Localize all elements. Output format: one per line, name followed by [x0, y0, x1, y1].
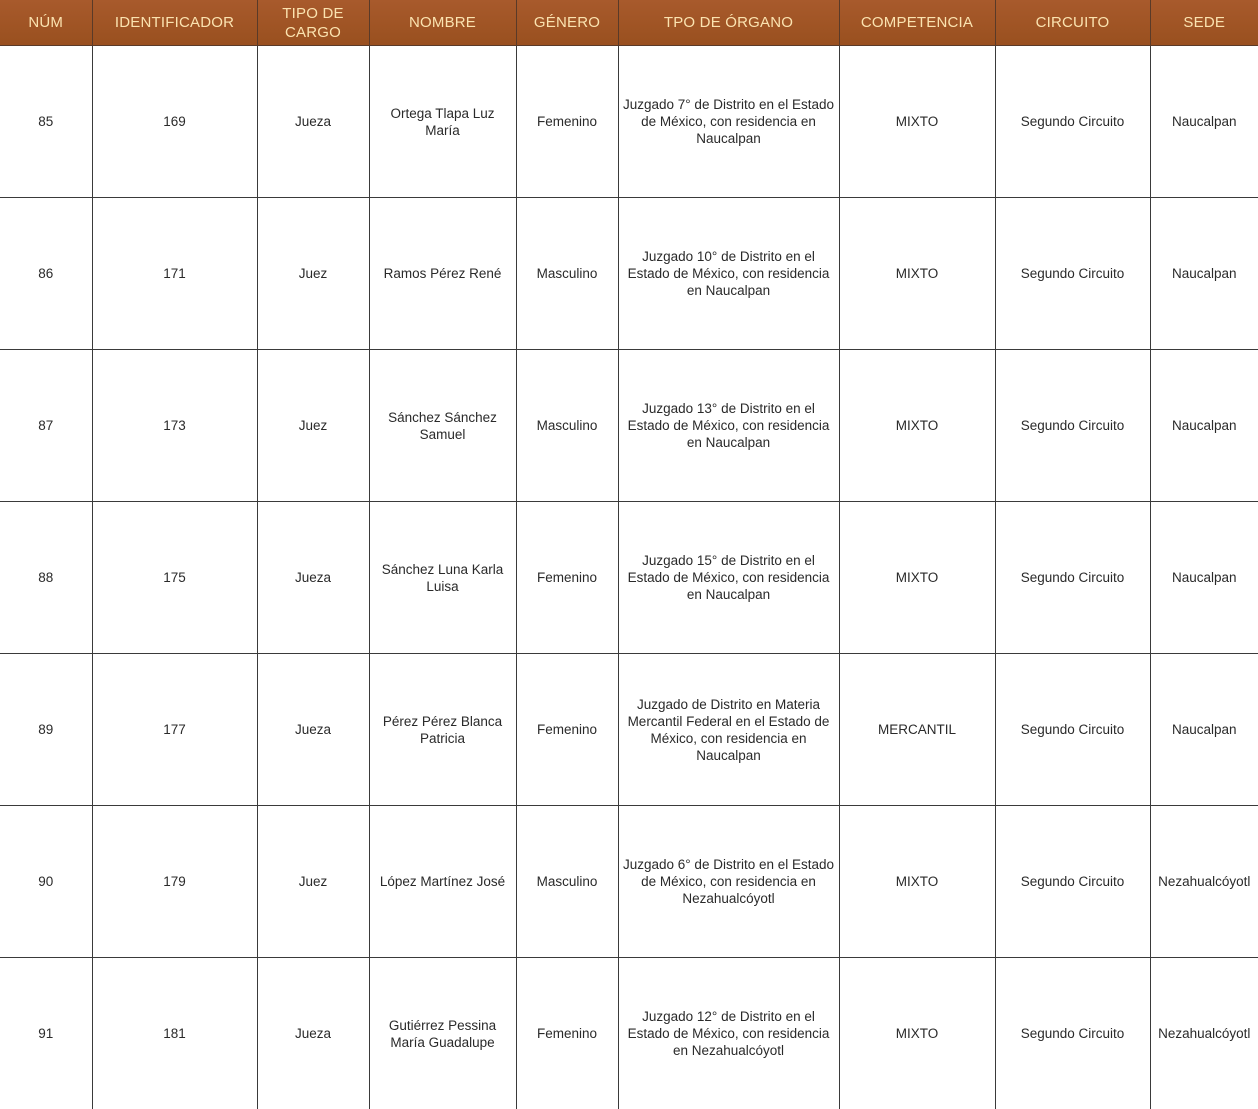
cell-identificador: 173 — [92, 350, 257, 502]
cell-circuito: Segundo Circuito — [995, 958, 1150, 1109]
cell-tipo-de-organo: Juzgado 7° de Distrito en el Estado de México, con residencia en Naucalpan — [618, 46, 839, 198]
cell-genero: Femenino — [516, 502, 618, 654]
cell-circuito: Segundo Circuito — [995, 654, 1150, 806]
cell-num: 89 — [0, 654, 92, 806]
cell-tipo-de-organo: Juzgado de Distrito en Materia Mercantil Federal en el Estado de México, con residencia en Naucalpan — [618, 654, 839, 806]
cell-competencia: MIXTO — [839, 198, 995, 350]
cell-competencia: MERCANTIL — [839, 654, 995, 806]
cell-tipo-de-cargo: Jueza — [257, 46, 369, 198]
cell-sede: Nezahualcóyotl — [1150, 806, 1258, 958]
header-num: NÚM — [0, 0, 92, 46]
table-row — [0, 806, 1258, 958]
cell-nombre: López Martínez José — [369, 806, 516, 958]
cell-identificador: 177 — [92, 654, 257, 806]
cell-sede: Nezahualcóyotl — [1150, 958, 1258, 1109]
cell-sede: Naucalpan — [1150, 198, 1258, 350]
cell-nombre: Gutiérrez Pessina María Guadalupe — [369, 958, 516, 1109]
cell-tipo-de-organo: Juzgado 6° de Distrito en el Estado de México, con residencia en Nezahualcóyotl — [618, 806, 839, 958]
cell-num: 90 — [0, 806, 92, 958]
header-genero: GÉNERO — [516, 0, 618, 46]
cell-sede: Naucalpan — [1150, 654, 1258, 806]
cell-identificador: 181 — [92, 958, 257, 1109]
header-competencia: COMPETENCIA — [839, 0, 995, 46]
cell-num: 86 — [0, 198, 92, 350]
cell-genero: Femenino — [516, 46, 618, 198]
cell-nombre: Sánchez Luna Karla Luisa — [369, 502, 516, 654]
table-header — [0, 0, 1258, 46]
header-tipo-de-organo: TPO DE ÓRGANO — [618, 0, 839, 46]
cell-nombre: Ramos Pérez René — [369, 198, 516, 350]
cell-tipo-de-cargo: Jueza — [257, 502, 369, 654]
cell-num: 85 — [0, 46, 92, 198]
cell-tipo-de-cargo: Jueza — [257, 958, 369, 1109]
cell-tipo-de-cargo: Jueza — [257, 654, 369, 806]
header-identificador: IDENTIFICADOR — [92, 0, 257, 46]
table-row — [0, 958, 1258, 1109]
table-body — [0, 46, 1258, 1109]
cell-circuito: Segundo Circuito — [995, 46, 1150, 198]
cell-num: 87 — [0, 350, 92, 502]
cell-competencia: MIXTO — [839, 958, 995, 1109]
cell-genero: Masculino — [516, 806, 618, 958]
cell-circuito: Segundo Circuito — [995, 198, 1150, 350]
cell-genero: Femenino — [516, 958, 618, 1109]
cell-nombre: Ortega Tlapa Luz María — [369, 46, 516, 198]
cell-genero: Masculino — [516, 350, 618, 502]
cell-nombre: Sánchez Sánchez Samuel — [369, 350, 516, 502]
cell-sede: Naucalpan — [1150, 46, 1258, 198]
cell-competencia: MIXTO — [839, 502, 995, 654]
cell-tipo-de-cargo: Juez — [257, 806, 369, 958]
cell-tipo-de-cargo: Juez — [257, 350, 369, 502]
cell-circuito: Segundo Circuito — [995, 502, 1150, 654]
cell-tipo-de-cargo: Juez — [257, 198, 369, 350]
table-row — [0, 502, 1258, 654]
cell-competencia: MIXTO — [839, 46, 995, 198]
cell-tipo-de-organo: Juzgado 10° de Distrito en el Estado de México, con residencia en Naucalpan — [618, 198, 839, 350]
cell-competencia: MIXTO — [839, 350, 995, 502]
table-row — [0, 350, 1258, 502]
cell-sede: Naucalpan — [1150, 350, 1258, 502]
cell-tipo-de-organo: Juzgado 13° de Distrito en el Estado de México, con residencia en Naucalpan — [618, 350, 839, 502]
cell-circuito: Segundo Circuito — [995, 350, 1150, 502]
cell-tipo-de-organo: Juzgado 12° de Distrito en el Estado de México, con residencia en Nezahualcóyotl — [618, 958, 839, 1109]
cell-identificador: 171 — [92, 198, 257, 350]
table-row — [0, 198, 1258, 350]
cell-tipo-de-organo: Juzgado 15° de Distrito en el Estado de México, con residencia en Naucalpan — [618, 502, 839, 654]
header-sede: SEDE — [1150, 0, 1258, 46]
cell-genero: Femenino — [516, 654, 618, 806]
cell-num: 88 — [0, 502, 92, 654]
table-row — [0, 46, 1258, 198]
cell-circuito: Segundo Circuito — [995, 806, 1150, 958]
cell-competencia: MIXTO — [839, 806, 995, 958]
cell-genero: Masculino — [516, 198, 618, 350]
cell-nombre: Pérez Pérez Blanca Patricia — [369, 654, 516, 806]
cell-num: 91 — [0, 958, 92, 1109]
header-nombre: NOMBRE — [369, 0, 516, 46]
cell-identificador: 175 — [92, 502, 257, 654]
cell-identificador: 169 — [92, 46, 257, 198]
header-circuito: CIRCUITO — [995, 0, 1150, 46]
table-row — [0, 654, 1258, 806]
header-tipo-de-cargo: TIPO DE CARGO — [257, 0, 369, 46]
header-row — [0, 0, 1258, 46]
cell-identificador: 179 — [92, 806, 257, 958]
cell-sede: Naucalpan — [1150, 502, 1258, 654]
